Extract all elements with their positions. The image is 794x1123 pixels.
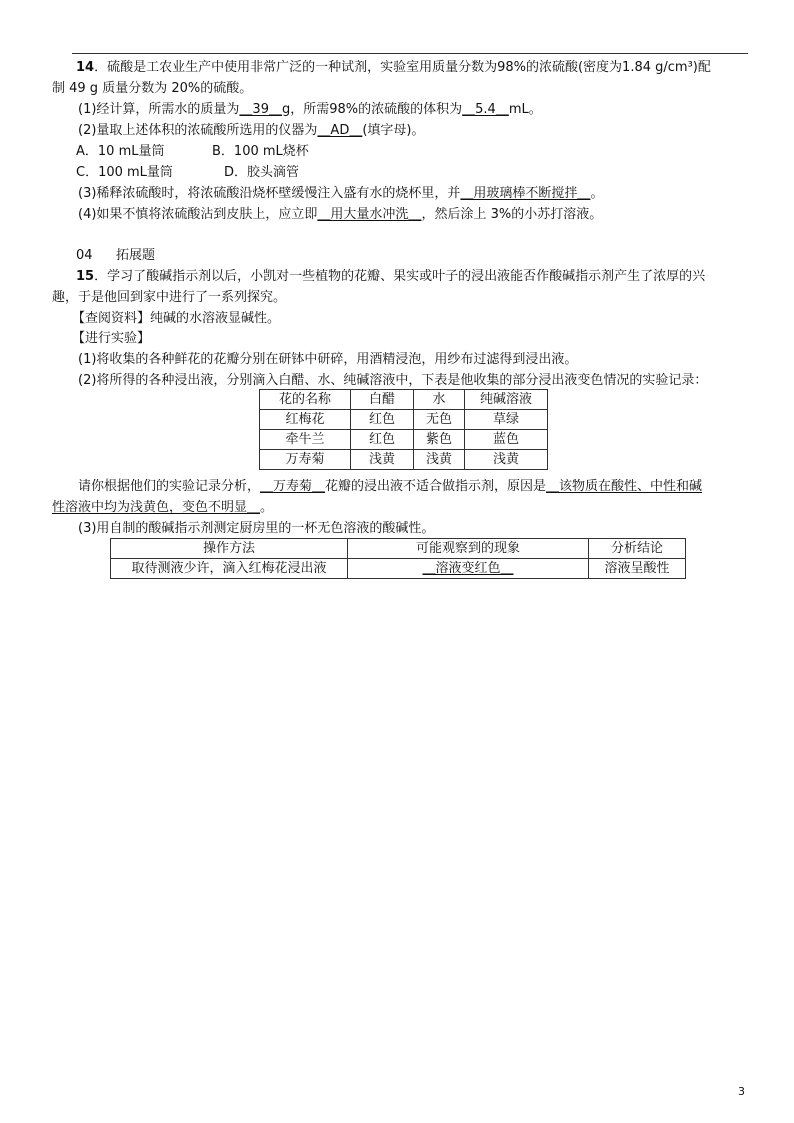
option-b: B．100 mL烧杯: [212, 144, 309, 159]
answer-reason-2: 性溶液中均为浅黄色，变色不明显＿: [52, 500, 261, 515]
answer-water-mass: ＿39＿: [239, 102, 282, 117]
answer-stir: ＿用玻璃棒不断搅拌＿: [460, 186, 591, 201]
top-rule: [72, 53, 748, 54]
flower-table: [259, 389, 548, 470]
table-row: 红梅花 红色 无色 草绿: [260, 410, 548, 430]
q15-step1: (1)将收集的各种鲜花的花瓣分别在研钵中研碎，用酒精浸泡，用纱布过滤得到浸出液。: [78, 352, 578, 367]
option-c: C．100 mL量筒: [76, 165, 173, 180]
q15-step3: (3)用自制的酸碱指示剂测定厨房里的一杯无色溶液的酸碱性。: [78, 521, 435, 536]
q14-part2: (2)量取上述体积的浓硫酸所选用的仪器为＿AD＿(填字母)。: [78, 123, 425, 138]
q14-line1: 14．硫酸是工农业生产中使用非常广泛的一种试剂，实验室用质量分数为98%的浓硫酸(密度为1.84 g/cm³)配: [76, 60, 711, 75]
q15-line1: 15．学习了酸碱指示剂以后，小凯对一些植物的花瓣、果实或叶子的浸出液能否作酸碱指示剂产生了浓厚的兴: [76, 269, 706, 284]
q14-part4: (4)如果不慎将浓硫酸沾到皮肤上，应立即＿用大量水冲洗＿，然后涂上 3%的小苏打溶液。: [78, 207, 603, 222]
answer-instrument: ＿AD＿: [317, 123, 363, 138]
section-number: 04: [76, 248, 93, 263]
section-title: 拓展题: [116, 248, 156, 263]
q15-analysis-line2: 性溶液中均为浅黄色，变色不明显＿。: [52, 500, 274, 515]
table-row: 万寿菊 浅黄 浅黄 浅黄: [260, 450, 548, 470]
q14-part3: (3)稀释浓硫酸时，将浓硫酸沿烧杯壁缓慢注入盛有水的烧杯里，并＿用玻璃棒不断搅拌＿。: [78, 186, 604, 201]
table-row: 取待测液少许，滴入红梅花浸出液 ＿溶液变红色＿ 溶液呈酸性: [111, 559, 686, 579]
table-header-row: 花的名称 白醋 水 纯碱溶液: [260, 390, 548, 410]
q15-info: 【查阅资料】纯碱的水溶液显碱性。: [72, 311, 281, 326]
q15-analysis-line1: 请你根据他们的实验记录分析，＿万寿菊＿花瓣的浸出液不适合做指示剂，原因是＿该物质在酸性、中性和碱: [78, 479, 703, 494]
answer-acid-volume: ＿5.4＿: [462, 102, 509, 117]
option-d: D．胶头滴管: [224, 165, 300, 180]
answer-phenomenon: ＿溶液变红色＿: [422, 561, 514, 576]
page-number: 3: [738, 1085, 745, 1098]
q15-step2: (2)将所得的各种浸出液，分别滴入白醋、水、纯碱溶液中，下表是他收集的部分浸出液变色情况的实验记录：: [78, 373, 708, 388]
answer-rinse: ＿用大量水冲洗＿: [317, 207, 422, 222]
q14-line2: 制 49 g 质量分数为 20%的硫酸。: [52, 81, 253, 96]
test-table: [110, 538, 686, 579]
answer-reason-1: ＿该物质在酸性、中性和碱: [546, 479, 703, 494]
q15-experiment: 【进行实验】: [72, 331, 151, 346]
table-header-row: 操作方法 可能观察到的现象 分析结论: [111, 539, 686, 559]
option-a: A．10 mL量筒: [76, 144, 165, 159]
q15-line2: 趣，于是他回到家中进行了一系列探究。: [52, 290, 287, 305]
answer-flower: ＿万寿菊＿: [260, 479, 326, 494]
q14-part1: (1)经计算，所需水的质量为＿39＿g，所需98%的浓硫酸的体积为＿5.4＿mL。: [78, 102, 542, 117]
table-row: 牵牛兰 红色 紫色 蓝色: [260, 430, 548, 450]
